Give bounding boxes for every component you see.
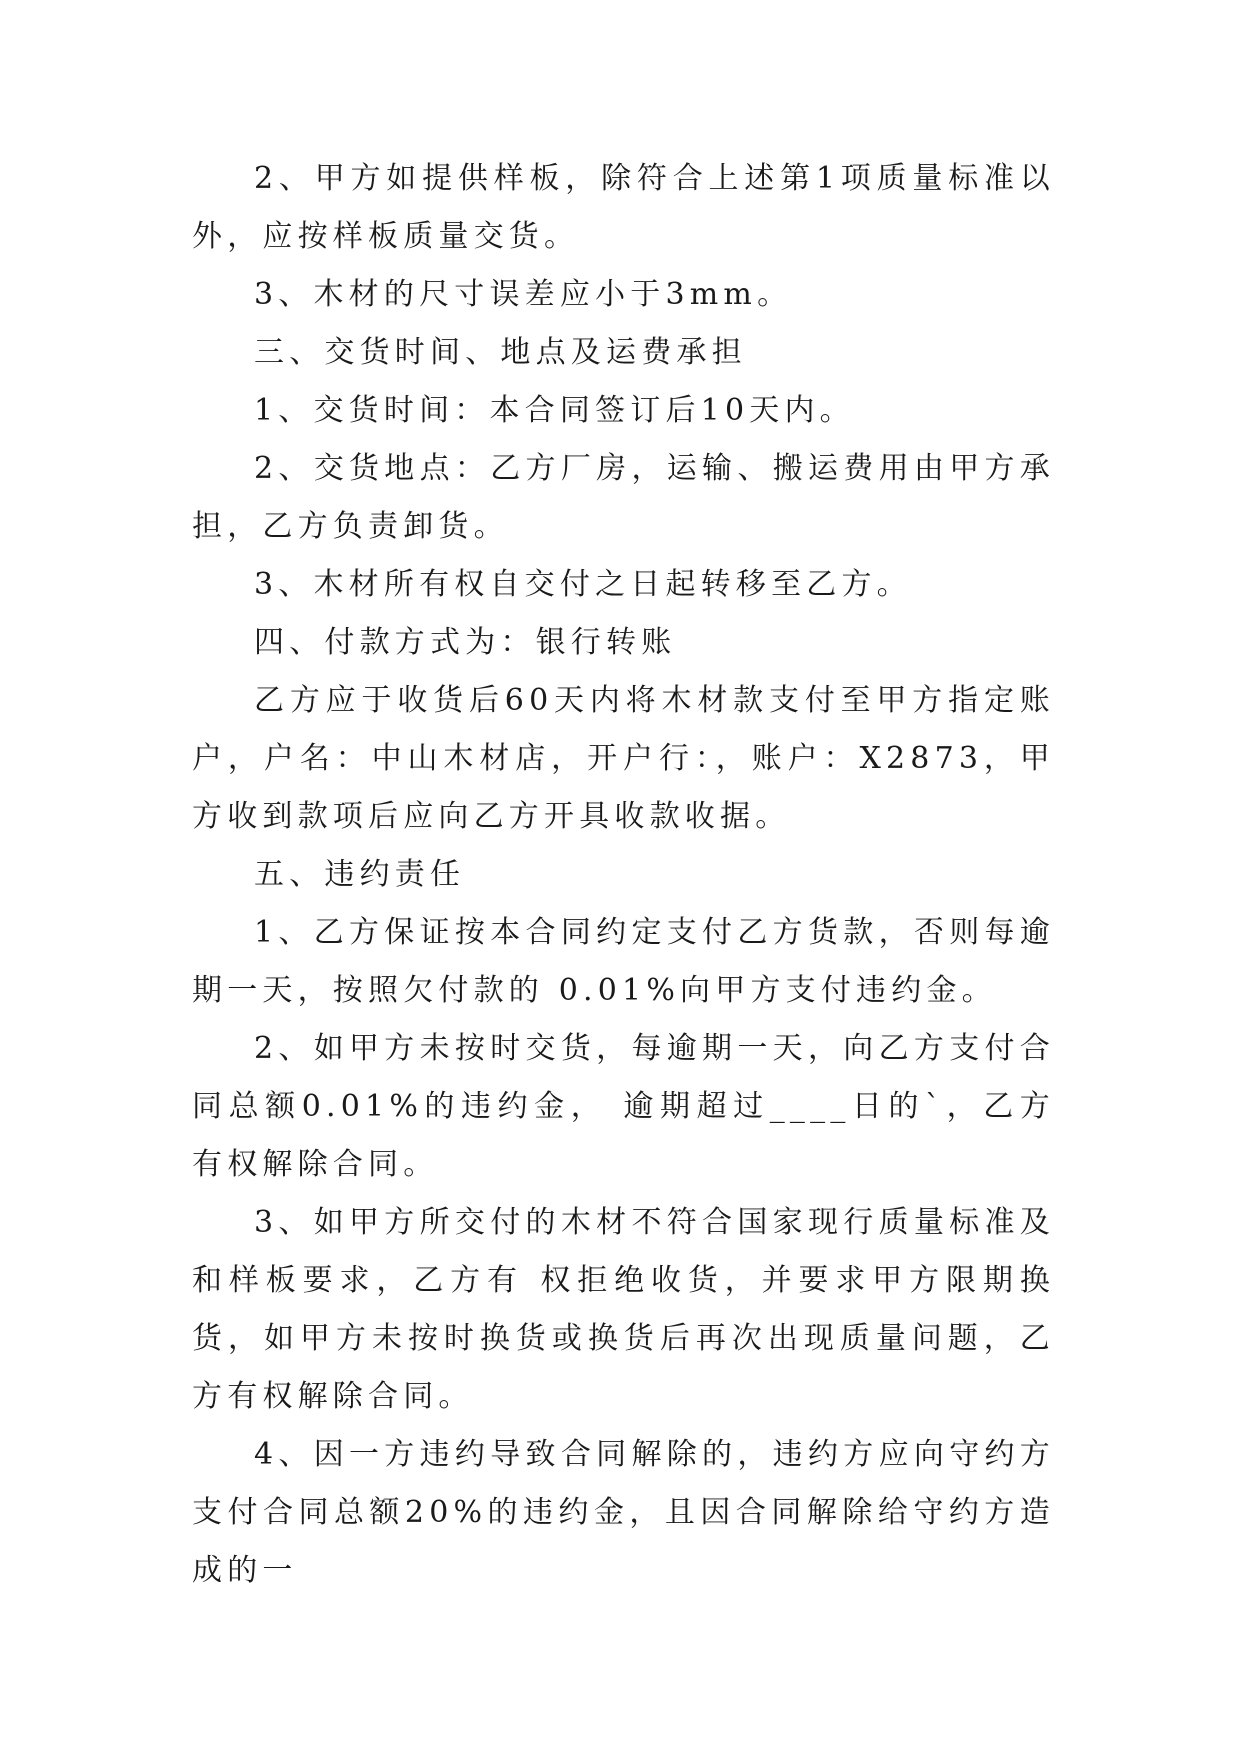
paragraph-delivery-location: 2、交货地点：乙方厂房，运输、搬运费用由甲方承担，乙方负责卸货。 bbox=[192, 451, 1055, 544]
section-heading-liability: 五、违约责任 bbox=[254, 857, 466, 892]
paragraph-size-tolerance: 3、木材的尺寸误差应小于3mm。 bbox=[254, 277, 793, 312]
section-heading-delivery: 三、交货时间、地点及运费承担 bbox=[254, 335, 747, 370]
paragraph-quality-sample: 2、甲方如提供样板，除符合上述第1项质量标准以外，应按样板质量交货。 bbox=[192, 161, 1055, 254]
paragraph-liability-4: 4、因一方违约导致合同解除的，违约方应向守约方支付合同总额20%的违约金，且因合同解除给守约方造成的一 bbox=[192, 1437, 1055, 1588]
paragraph-liability-3: 3、如甲方所交付的木材不符合国家现行质量标准及和样板要求，乙方有 权拒绝收货，并要求甲方限期换货，如甲方未按时换货或换货后再次出现质量问题，乙方有权解除合同。 bbox=[192, 1205, 1055, 1414]
paragraph-liability-2: 2、如甲方未按时交货，每逾期一天，向乙方支付合同总额0.01%的违约金， 逾期超过____日的`，乙方有权解除合同。 bbox=[192, 1031, 1055, 1182]
section-heading-payment: 四、付款方式为：银行转账 bbox=[254, 625, 677, 660]
paragraph-payment-terms: 乙方应于收货后60天内将木材款支付至甲方指定账户，户名：中山木材店，开户行：，账户：X2873，甲方收到款项后应向乙方开具收款收据。 bbox=[192, 683, 1055, 834]
paragraph-ownership-transfer: 3、木材所有权自交付之日起转移至乙方。 bbox=[254, 567, 912, 602]
paragraph-delivery-time: 1、交货时间：本合同签订后10天内。 bbox=[254, 393, 855, 428]
paragraph-liability-1: 1、乙方保证按本合同约定支付乙方货款，否则每逾期一天，按照欠付款的 0.01%向甲方支付违约金。 bbox=[192, 915, 1055, 1008]
